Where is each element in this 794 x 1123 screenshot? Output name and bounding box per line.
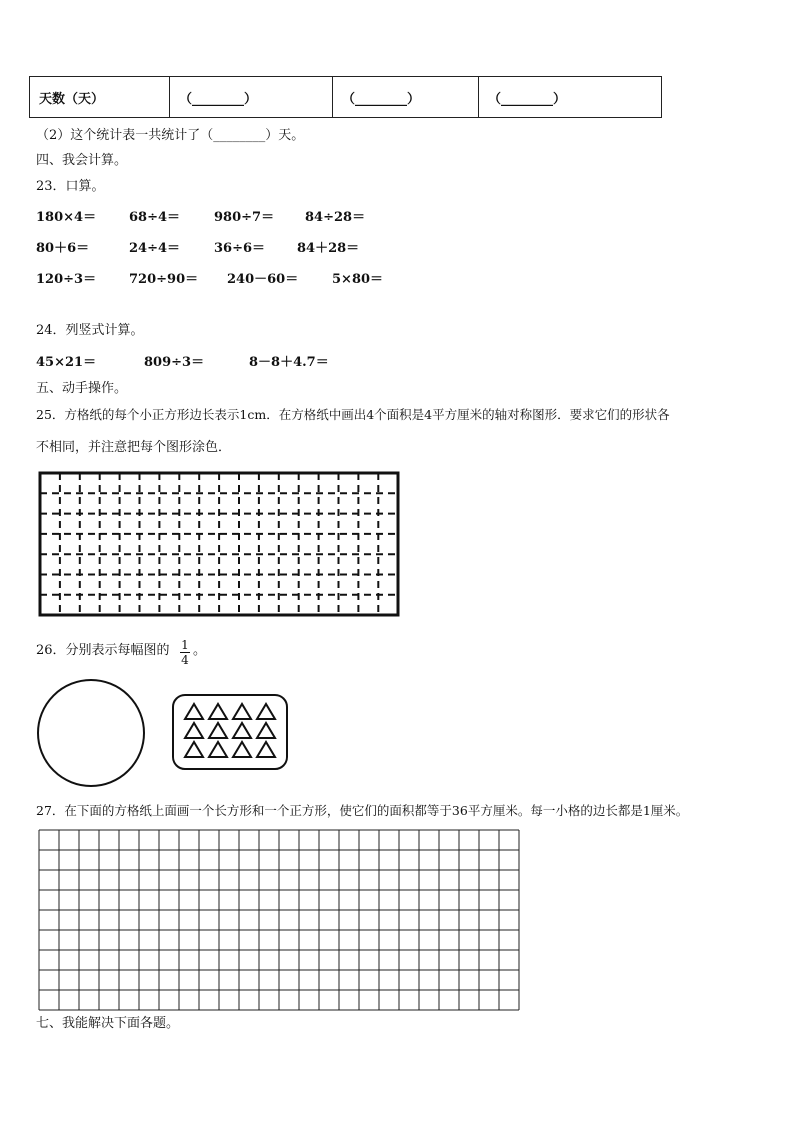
triangle-icon xyxy=(185,742,203,757)
q27-text: 27．在下面的方格纸上面画一个长方形和一个正方形，使它们的面积都等于36平方厘米。每一小格的边长都是1厘米。 xyxy=(36,803,689,818)
triangle-icon xyxy=(233,704,251,719)
calc-item: 180×4＝ xyxy=(36,210,97,225)
q26-text: 26．分别表示每幅图的 xyxy=(36,643,170,658)
triangle-icon xyxy=(257,704,275,719)
section7-title: 七、我能解决下面各题。 xyxy=(36,1016,180,1031)
dotted-grid-paper[interactable] xyxy=(38,471,400,617)
calc-item: 980÷7＝ xyxy=(214,210,275,225)
triangle-icon xyxy=(233,723,251,738)
q26-suffix: 。 xyxy=(193,643,207,658)
calc-item: 240－60＝ xyxy=(227,272,299,287)
triangle-icon xyxy=(257,723,275,738)
section5-title: 五、动手操作。 xyxy=(36,381,128,396)
calc-item: 36÷6＝ xyxy=(214,241,266,256)
section4-title: 四、我会计算。 xyxy=(36,153,128,168)
answer-blank-2[interactable]: （________） xyxy=(333,77,479,118)
triangle-box-figure[interactable] xyxy=(171,693,289,771)
triangle-icon xyxy=(233,742,251,757)
q25-line2: 不相同，并注意把每个图形涂色． xyxy=(36,440,232,455)
calc-item: 24÷4＝ xyxy=(129,241,181,256)
fraction-one-quarter: $\frac{1}{4}$ xyxy=(181,638,189,667)
calc-item: 80＋6＝ xyxy=(36,241,90,256)
stat-table xyxy=(29,76,662,118)
circle-figure[interactable] xyxy=(36,678,148,790)
triangle-icon xyxy=(185,704,203,719)
vertical-calc-item: 809÷3＝ xyxy=(144,355,205,370)
row-label: 天数（天） xyxy=(30,77,170,118)
triangle-icon xyxy=(257,742,275,757)
answer-blank-1[interactable]: （________） xyxy=(170,77,333,118)
triangle-icon xyxy=(185,723,203,738)
triangle-icon xyxy=(209,723,227,738)
triangle-icon xyxy=(209,742,227,757)
answer-blank-3[interactable]: （________） xyxy=(479,77,662,118)
vertical-calc-item: 45×21＝ xyxy=(36,355,97,370)
q24-title: 24．列竖式计算。 xyxy=(36,323,144,338)
square-grid-paper[interactable] xyxy=(38,829,520,1011)
vertical-calc-item: 8－8＋4.7＝ xyxy=(249,355,329,370)
calc-item: 84÷28＝ xyxy=(305,210,366,225)
calc-item: 68÷4＝ xyxy=(129,210,181,225)
calc-item: 5×80＝ xyxy=(332,272,384,287)
calc-item: 720÷90＝ xyxy=(129,272,199,287)
q23-title: 23．口算。 xyxy=(36,179,105,194)
q25-line1: 25．方格纸的每个小正方形边长表示1cm．在方格纸中画出4个面积是4平方厘米的轴对称图形．要求它们的形状各 xyxy=(36,407,670,422)
table-row xyxy=(30,77,662,118)
calc-item: 120÷3＝ xyxy=(36,272,97,287)
triangle-icon xyxy=(209,704,227,719)
q22-part2: （2）这个统计表一共统计了（________）天。 xyxy=(36,128,305,143)
calc-item: 84＋28＝ xyxy=(297,241,360,256)
